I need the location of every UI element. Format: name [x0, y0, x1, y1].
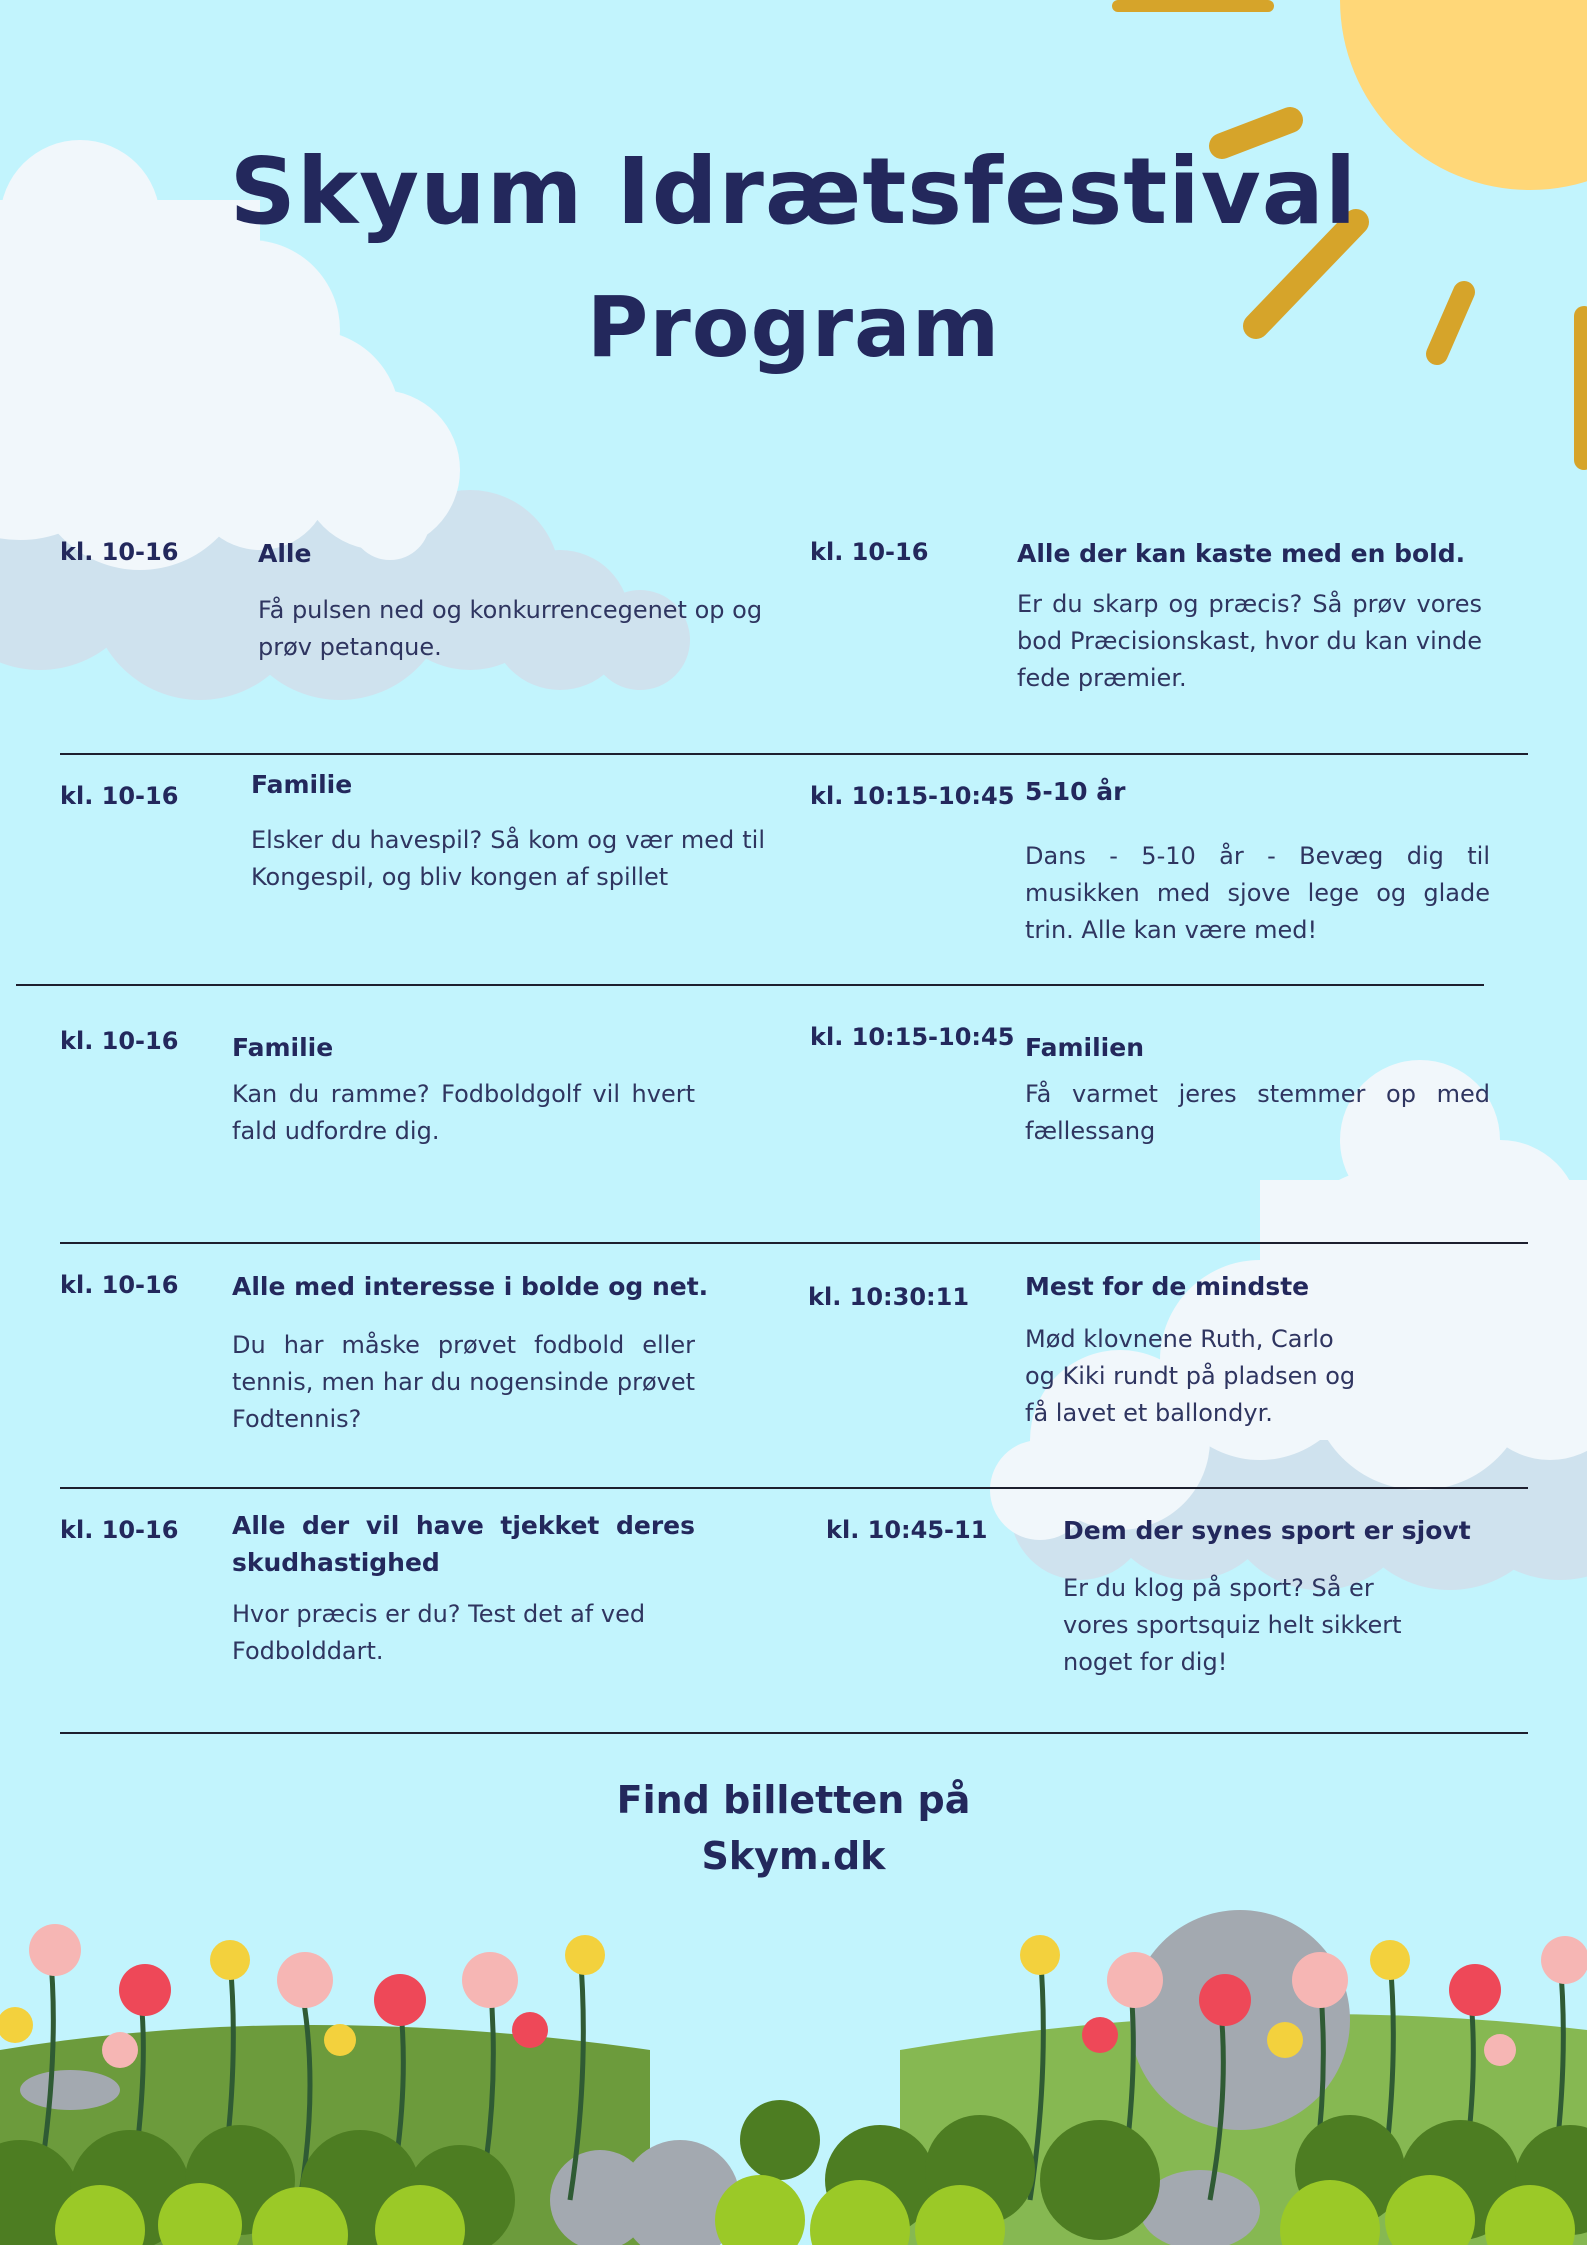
program-time: kl. 10-16 — [60, 1516, 179, 1544]
divider — [16, 984, 1484, 986]
divider — [60, 1487, 1528, 1489]
program-audience: Mest for de mindste — [1025, 1272, 1310, 1301]
program-description: Dans - 5-10 år - Bevæg dig til musikken med sjove lege og glade trin. Alle kan være med! — [1025, 842, 1490, 944]
program-description: Mød klovnene Ruth, Carlo og Kiki rundt på pladsen og få lavet et ballondyr. — [1025, 1325, 1356, 1427]
program-audience: Alle der vil have tjekket deres skudhastighed — [232, 1511, 695, 1577]
program-description: Kan du ramme? Fodboldgolf vil hvert fald udfordre dig. — [232, 1080, 695, 1145]
program-audience: Familie — [232, 1033, 334, 1062]
program-time: kl. 10-16 — [60, 782, 179, 810]
program-time: kl. 10-16 — [60, 1027, 179, 1055]
program-audience: Familie — [251, 770, 353, 799]
divider — [60, 753, 1528, 755]
program-audience: 5-10 år — [1025, 777, 1126, 806]
footer-link[interactable]: Skym.dk — [701, 1834, 886, 1878]
program-audience: Alle med interesse i bolde og net. — [232, 1272, 709, 1301]
flower-icon — [0, 1900, 1587, 2245]
divider — [60, 1242, 1528, 1244]
program-description: Få varmet jeres stemmer op med fællessang — [1025, 1080, 1490, 1145]
program-audience: Familien — [1025, 1033, 1144, 1062]
program-time: kl. 10-16 — [60, 538, 179, 566]
footer-text: Find billetten på — [616, 1778, 971, 1822]
program-description: Du har måske prøvet fodbold eller tennis, men har du nogensinde prøvet Fodtennis? — [232, 1331, 695, 1433]
program-time: kl. 10-16 — [60, 1271, 179, 1299]
page-title: Skyum Idrætsfestival — [229, 138, 1358, 245]
program-time: kl. 10:45-11 — [826, 1516, 988, 1544]
program-time: kl. 10:15-10:45 — [810, 782, 1015, 810]
program-audience: Alle der kan kaste med en bold. — [1017, 539, 1466, 568]
program-audience: Alle — [258, 539, 312, 568]
program-description: Hvor præcis er du? Test det af ved Fodbolddart. — [232, 1600, 646, 1665]
program-description: Få pulsen ned og konkurrencegenet op og prøv petanque. — [258, 596, 763, 661]
divider — [60, 1732, 1528, 1734]
program-time: kl. 10:30:11 — [808, 1283, 970, 1311]
program-description: Er du klog på sport? Så er vores sportsquiz helt sikkert noget for dig! — [1063, 1574, 1402, 1676]
program-description: Er du skarp og præcis? Så prøv vores bod Præcisionskast, hvor du kan vinde fede præmier. — [1017, 590, 1482, 692]
program-audience: Dem der synes sport er sjovt — [1063, 1516, 1471, 1545]
program-time: kl. 10:15-10:45 — [810, 1023, 1015, 1051]
program-time: kl. 10-16 — [810, 538, 929, 566]
page-subtitle: Program — [586, 278, 1001, 376]
program-description: Elsker du havespil? Så kom og vær med til Kongespil, og bliv kongen af spillet — [251, 826, 765, 891]
